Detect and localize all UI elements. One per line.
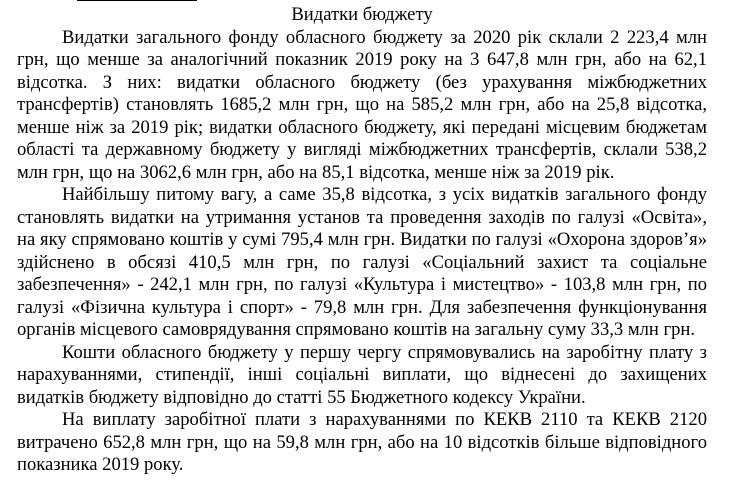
paragraph-expenditure-structure: Найбільшу питому вагу, а саме 35,8 відсотка, з усіх видатків загального фонду становлять видатки на утримання установ та проведення заходів по галузі «Освіта», на яку спрямовано коштів у сумі 795,4 млн грн. Видатки по галузі «Охорона здоров’я» здійснено в обсязі 410,5 млн грн, по галузі «Соціальний захист та соціальне забезпечення» - 242,1 млн грн, по галузі «Культура і мистецтво» - 103,8 млн грн, по галузі «Фізична культура і спорт» - 79,8 млн грн. Для забезпечення функціонування органів місцевого самоврядування спрямовано коштів на загальну суму 33,3 млн грн. [17,184,707,340]
paragraph-expenditures-overview: Видатки загального фонду обласного бюджету за 2020 рік склали 2 223,4 млн грн, що менше за аналогічний показник 2019 року на 3 647,8 млн грн, або на 62,1 відсотка. З них: видатки обласного бюджету (без урахування міжбюджетних трансфертів) становлять 1685,2 млн грн, що на 585,2 млн грн, або на 25,8 відсотка, менше ніж за 2019 рік; видатки обласного бюджету, які передані місцевим бюджетам області та державному бюджету у вигляді міжбюджетних трансфертів, склали 538,2 млн грн, що на 3062,6 млн грн, або на 85,1 відсотка, менше ніж за 2019 рік. [17,26,707,183]
cut-off-next-paragraph [17,477,707,489]
cut-off-top-line [17,0,707,4]
document-page [17,0,707,489]
paragraph-protected-expenditures: Кошти обласного бюджету у першу чергу спрямовувались на заробітну плату з нарахуваннями, стипендії, інші соціальні виплати, що віднесені до захищених видатків бюджету відповідно до статті 55 Бюджетного кодексу України. [17,341,707,408]
document-title: Видатки бюджету [291,4,433,25]
paragraph-salary-expenditures: На виплату заробітної плати з нарахуваннями по КЕКВ 2110 та КЕКВ 2120 витрачено 652,8 млн грн, що на 59,8 млн грн, або на 10 відсотків більше відповідного показника 2019 року. [17,409,707,475]
